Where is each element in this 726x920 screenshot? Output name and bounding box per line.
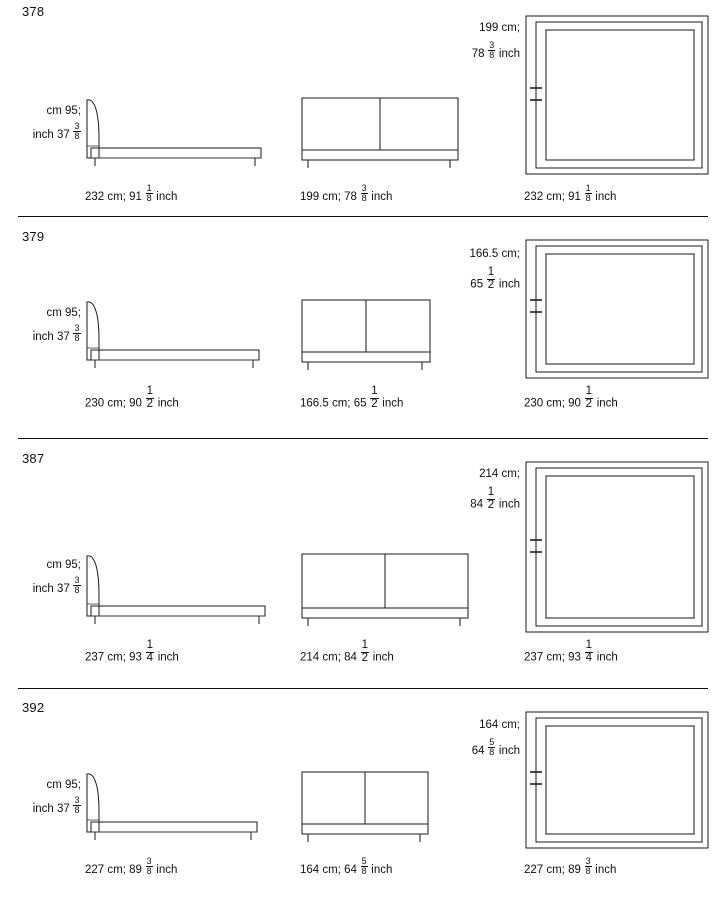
depth-label-378-line2: 78 $\frac{3}{8}$ inch bbox=[471, 40, 520, 60]
height-label-378-line2: inch 37 $\frac{3}{8}$ bbox=[32, 121, 80, 141]
top-caption-378: 232 cm; 91 $\frac{1}{8}$ inch bbox=[524, 183, 617, 203]
front-caption-387: 214 cm; 84 $\frac{1}{2}$ inch bbox=[300, 639, 394, 664]
top-view-387 bbox=[524, 460, 710, 634]
front-caption-379: 166.5 cm; 65 $\frac{1}{2}$ inch bbox=[300, 385, 404, 410]
height-label-392-line1: cm 95; bbox=[46, 779, 81, 791]
depth-label-378-line1: 199 cm; bbox=[479, 22, 520, 34]
top-caption-387: 237 cm; 93 $\frac{1}{4}$ inch bbox=[524, 639, 618, 664]
height-label-392-line2: inch 37 $\frac{3}{8}$ bbox=[32, 795, 80, 815]
depth-label-392-line1: 164 cm; bbox=[479, 719, 520, 731]
product-code: 392 bbox=[22, 700, 45, 715]
depth-label-387-line2: 84 $\frac{1}{2}$ inch bbox=[470, 486, 520, 511]
front-view-378 bbox=[300, 96, 465, 174]
depth-label-379-line1: 166.5 cm; bbox=[469, 248, 520, 260]
side-view-387 bbox=[85, 548, 275, 630]
top-caption-392: 227 cm; 89 $\frac{3}{8}$ inch bbox=[524, 856, 617, 876]
front-view-392 bbox=[300, 770, 440, 848]
front-caption-392: 164 cm; 64 $\frac{5}{8}$ inch bbox=[300, 856, 393, 876]
side-caption-378: 232 cm; 91 $\frac{1}{8}$ inch bbox=[85, 183, 178, 203]
side-caption-392: 227 cm; 89 $\frac{3}{8}$ inch bbox=[85, 856, 178, 876]
side-caption-387: 237 cm; 93 $\frac{1}{4}$ inch bbox=[85, 639, 179, 664]
side-view-378 bbox=[85, 92, 270, 172]
divider-1 bbox=[18, 216, 708, 217]
top-view-379 bbox=[524, 238, 710, 380]
depth-label-387-line1: 214 cm; bbox=[479, 468, 520, 480]
front-view-379 bbox=[300, 298, 440, 376]
product-code: 378 bbox=[22, 4, 45, 19]
product-code: 379 bbox=[22, 229, 45, 244]
top-view-378 bbox=[524, 14, 710, 176]
depth-label-392-line2: 64 $\frac{5}{8}$ inch bbox=[471, 737, 520, 757]
height-label-387-line1: cm 95; bbox=[46, 559, 81, 571]
depth-label-379-line2: 65 $\frac{1}{2}$ inch bbox=[470, 266, 520, 291]
side-caption-379: 230 cm; 90 $\frac{1}{2}$ inch bbox=[85, 385, 179, 410]
front-caption-378: 199 cm; 78 $\frac{3}{8}$ inch bbox=[300, 183, 393, 203]
height-label-387-line2: inch 37 $\frac{3}{8}$ bbox=[32, 575, 80, 595]
side-view-392 bbox=[85, 766, 270, 846]
side-view-379 bbox=[85, 294, 270, 374]
height-label-379-line2: inch 37 $\frac{3}{8}$ bbox=[32, 323, 80, 343]
height-label-378-line1: cm 95; bbox=[46, 105, 81, 117]
top-caption-379: 230 cm; 90 $\frac{1}{2}$ inch bbox=[524, 385, 618, 410]
top-view-392 bbox=[524, 710, 710, 850]
front-view-387 bbox=[300, 552, 478, 632]
divider-3 bbox=[18, 688, 708, 689]
height-label-379-line1: cm 95; bbox=[46, 307, 81, 319]
product-code: 387 bbox=[22, 451, 45, 466]
divider-2 bbox=[18, 438, 708, 439]
